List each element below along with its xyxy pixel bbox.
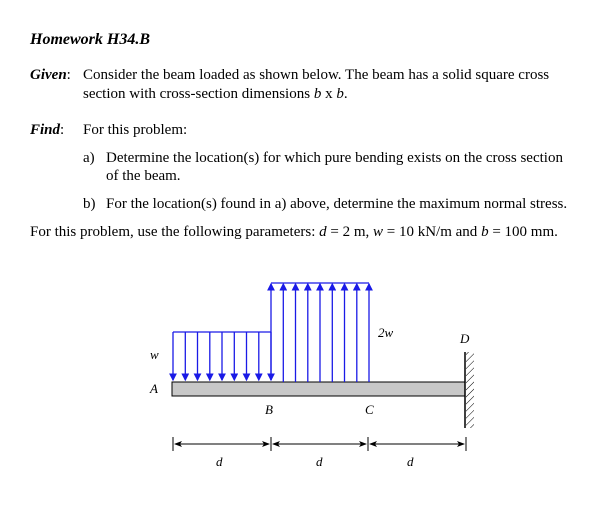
page-title: Homework H34.B xyxy=(30,31,151,48)
label-C: C xyxy=(365,402,374,417)
find-item-b-marker: b) xyxy=(83,196,96,212)
given-section: Given: xyxy=(30,67,71,83)
find-section: Find: xyxy=(30,122,65,138)
find-item-a-line-2: of the beam. xyxy=(106,168,181,184)
label-B: B xyxy=(265,402,273,417)
dim-label-1: d xyxy=(216,454,223,469)
label-2w: 2w xyxy=(378,325,394,340)
label-A: A xyxy=(150,381,158,396)
dimension-lines xyxy=(173,437,466,451)
wall-hatch xyxy=(466,352,474,428)
find-item-a-marker: a) xyxy=(83,150,95,166)
given-label: Given xyxy=(30,67,67,83)
distributed-load-2w xyxy=(271,283,369,382)
beam xyxy=(172,382,465,396)
find-item-b-line-1: For the location(s) found in a) above, determine the maximum normal stress. xyxy=(106,196,568,212)
given-line-2: section with cross-section dimensions b x b. xyxy=(83,86,348,102)
dim-label-2: d xyxy=(316,454,323,469)
parameters-line: For this problem, use the following parameters: d = 2 m, w = 10 kN/m and b = 100 mm. xyxy=(30,224,558,240)
find-item-a-line-1: Determine the location(s) for which pure bending exists on the cross section xyxy=(106,150,563,166)
label-D: D xyxy=(460,331,470,346)
distributed-load-w xyxy=(173,332,271,380)
label-w: w xyxy=(150,347,159,362)
dim-label-3: d xyxy=(407,454,414,469)
find-intro: For this problem: xyxy=(83,122,188,138)
given-line-1: Consider the beam loaded as shown below. The beam has a solid square cross xyxy=(83,67,550,83)
find-label: Find xyxy=(30,122,61,138)
